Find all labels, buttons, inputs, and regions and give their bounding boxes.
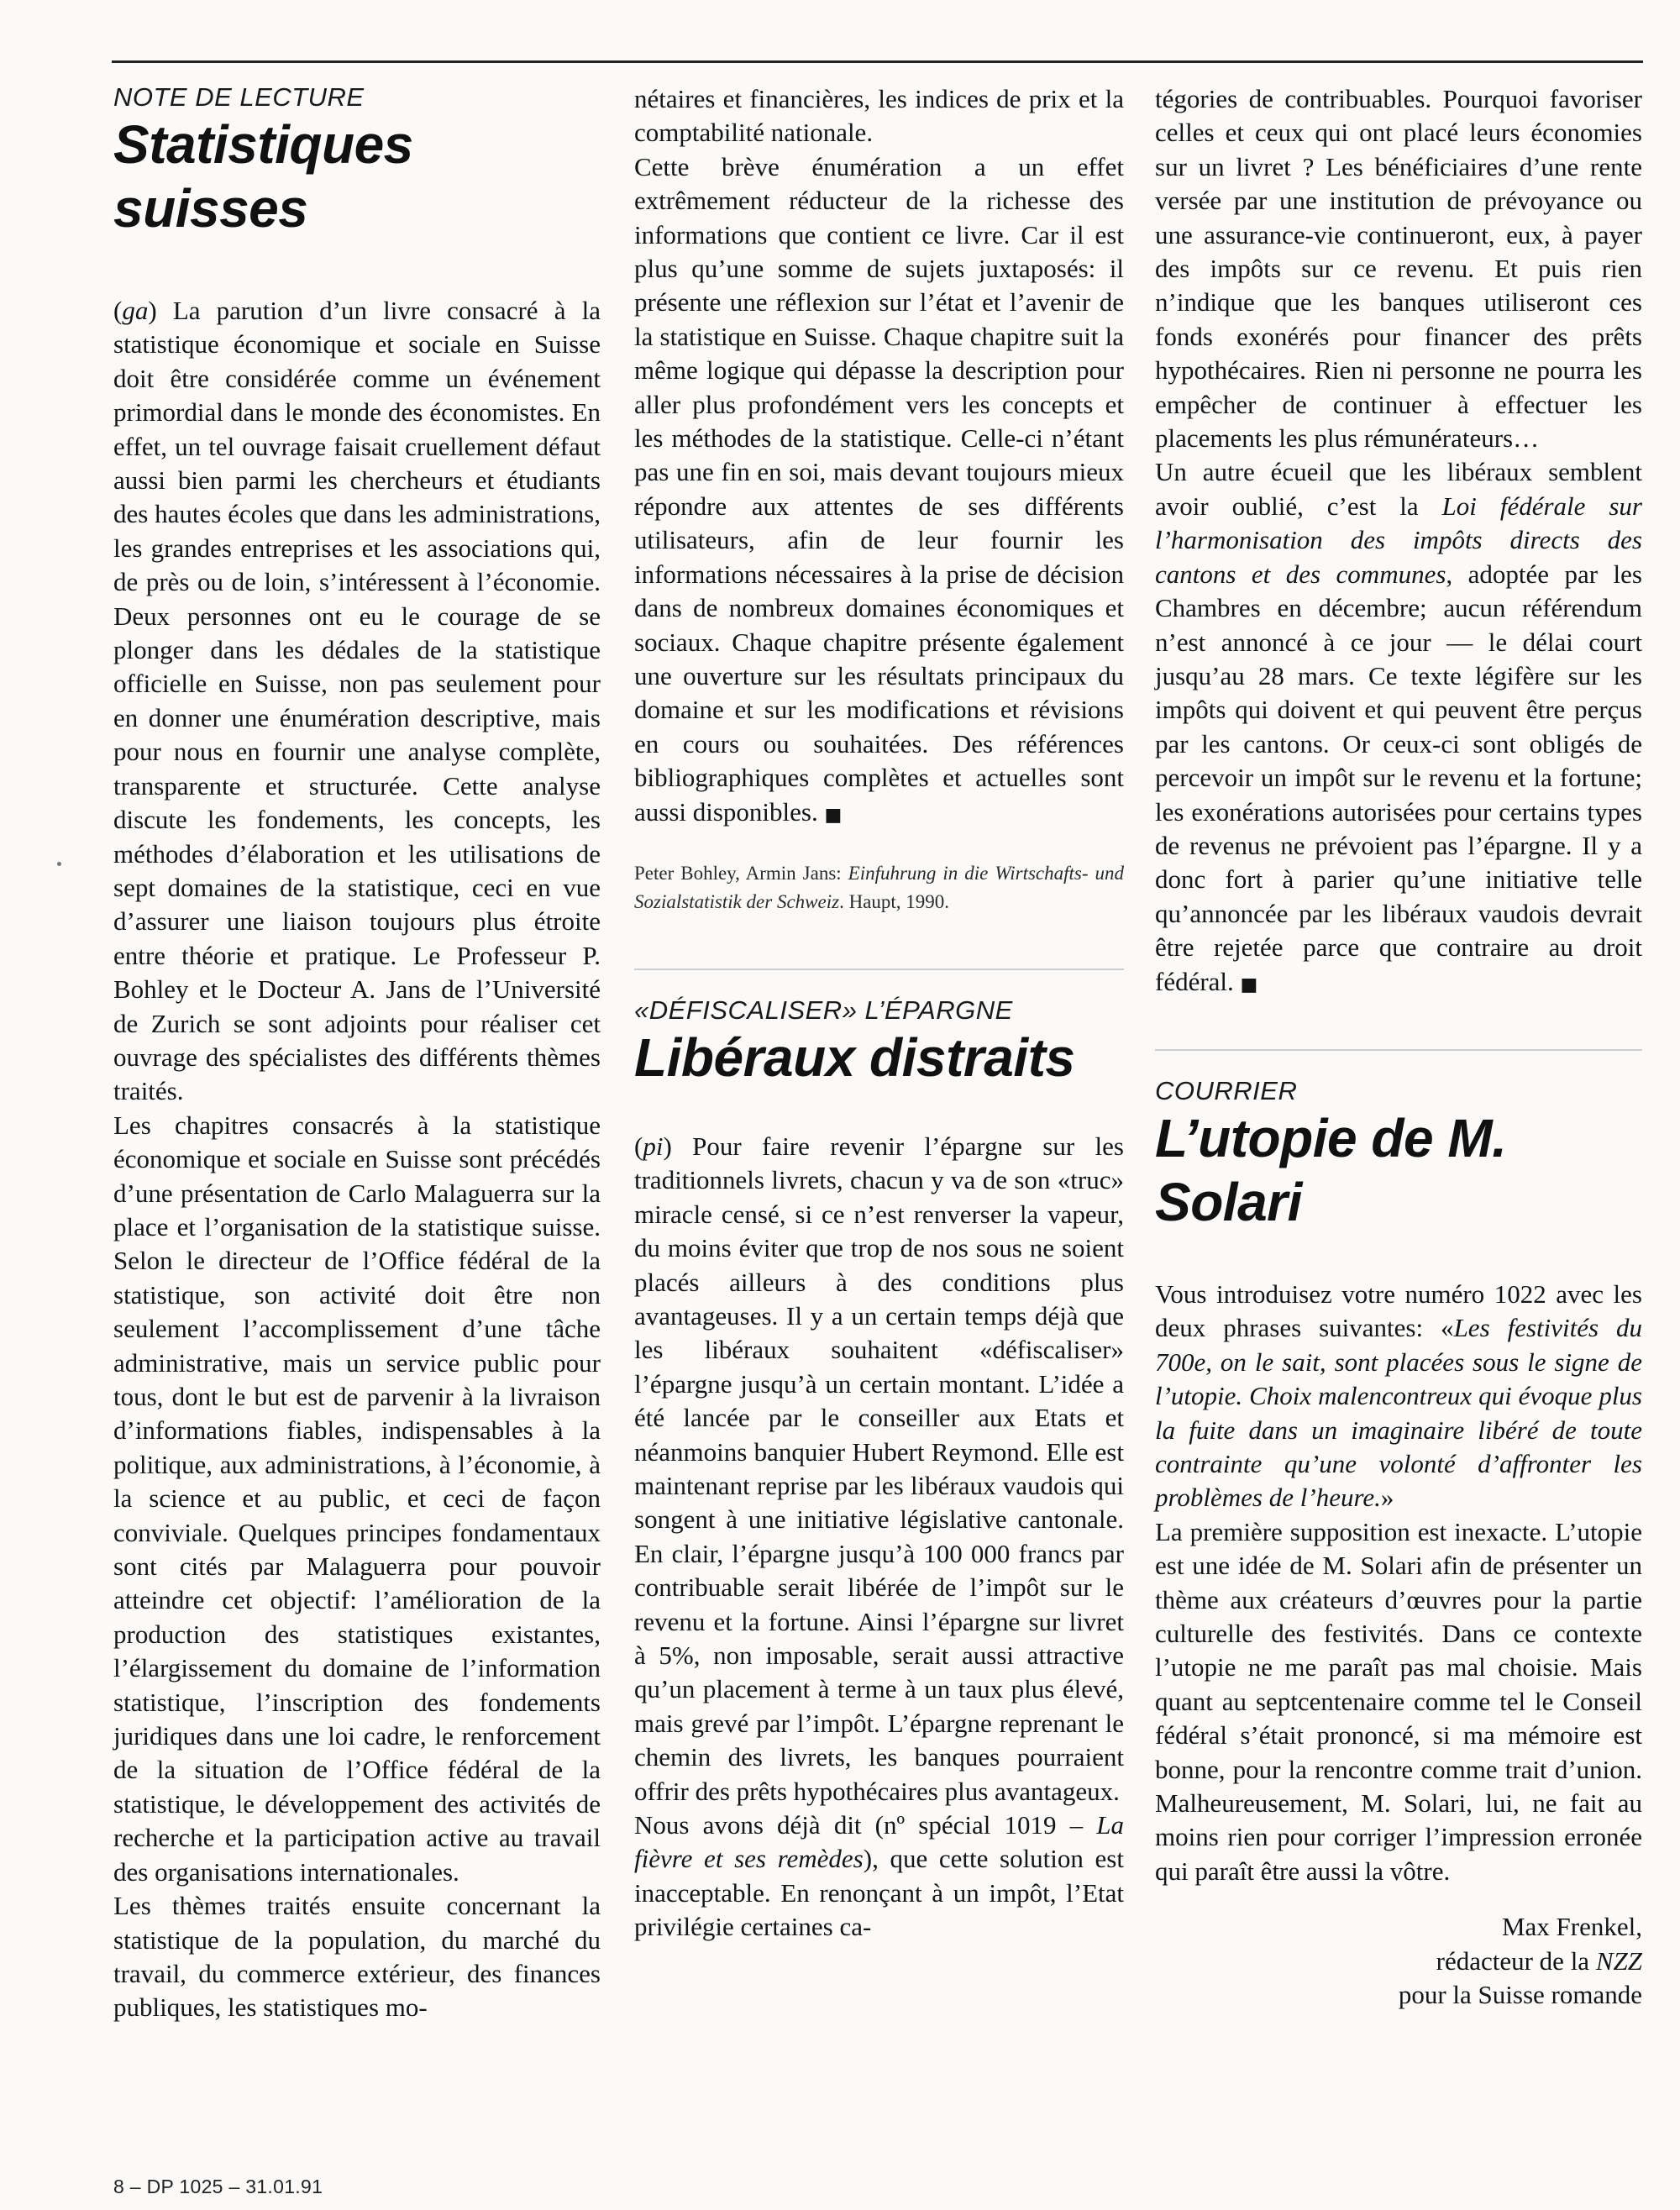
scan-speck xyxy=(57,862,61,866)
kicker-courrier: COURRIER xyxy=(1155,1075,1298,1105)
article-statistiques-body xyxy=(113,294,601,2025)
signature-newspaper: NZZ xyxy=(1595,1945,1642,1976)
article-paragraph: Nous avons déjà dit (nº spécial 1019 – La fièvre et ses remèdes), que cette solution est inacceptable. En renonçant à un impôt, l’Etat privilégie certaines ca- xyxy=(634,1810,1124,1942)
article-statistiques-continued xyxy=(634,82,1124,832)
kicker-defiscaliser: «DÉFISCALISER» L’ÉPARGNE xyxy=(634,995,1013,1025)
article-paragraph: (pi) Pour faire revenir l’épargne sur les traditionnels livrets, chacun y va de son «truc» miracle censé, si ce n’est renverser la vapeur, du moins éviter que trop de nos sous ne soient placés ailleurs à des conditions plus avantageuses. Il y a un certain temps déjà que les libéraux souhaitent «défiscaliser» l’épargne jusqu’à un certain montant. L’idée a été lancée par le conseiller aux Etats et néanmoins banquier Hubert Reymond. Elle est maintenant reprise par les libéraux vaudois qui songent à une initiative législative cantonale. En clair, l’épargne jusqu’à 100 000 francs par contribuable serait libérée de l’impôt sur le revenu et la fortune. Ainsi l’épargne sur livret à 5%, non imposable, serait aussi attractive qu’un placement à terme à un taux plus élevé, mais grevé par l’impôt. L’épargne reprenant le chemin des livrets, les banques pourraient offrir des prêts hypothécaires plus avantageux. xyxy=(634,1131,1124,1806)
signature-name: Max Frenkel, xyxy=(1501,1912,1642,1942)
letter-body xyxy=(1155,1278,1642,1888)
article-paragraph: tégories de contribuables. Pourquoi favoriser celles et ceux qui ont placé leurs économies sur un livret ? Les bénéficiaires d’une rente versée par une institution de prévoyance ou une assurance-vie continueront, eux, à payer des impôts sur ce revenu. Et puis rien n’indique que les banques utiliseront ces fonds exonérés pour financer des prêts hypothécaires. Rien ni personne ne pourra les empêcher de continuer à effectuer les placements les plus rémunérateurs… xyxy=(1155,84,1642,454)
headline-utopie-solari: L’utopie de M. Solari xyxy=(1155,1107,1507,1232)
reference-authors: Peter Bohley, Armin Jans: xyxy=(634,862,842,884)
book-reference xyxy=(634,859,1124,916)
letter-paragraph: Vous introduisez votre numéro 1022 avec les deux phrases suivantes: «Les festivités du 700e, on le sait, sont placées sous le signe de l’utopie. Choix malencontreux qui évoque plus la fuite dans un imaginaire libéré de toute contrainte qu’une volonté d’affronter les problèmes de l’heure.» xyxy=(1155,1278,1642,1513)
letter-paragraph: La première supposition est inexacte. L’utopie est une idée de M. Solari afin de présenter un thème aux créateurs d’œuvres pour la partie culturelle des festivités. Dans ce contexte l’utopie ne me paraît pas mal choisie. Mais quant au septcentenaire comme tel le Conseil fédéral s’était prononcé, si ma mémoire est bonne, pour la rencontre comme trait d’union. Malheureusement, M. Solari, lui, ne fait au moins rien pour corriger l’impression erronée qui paraît être aussi la vôtre. xyxy=(1155,1516,1642,1886)
article-paragraph: Les chapitres consacrés à la statistique économique et sociale en Suisse sont précédés d’une présentation de Carlo Malaguerra sur la place et l’organisation de la statistique suisse. Selon le directeur de l’Office fédéral de la statistique, son activité doit être non seulement l’accomplissement d’une tâche administrative, mais un service public pour tous, dont le but est de parvenir à la livraison d’informations fiables, indispensables à la politique, aux administrations, à l’économie, à la science et au public, et ceci de façon conviviale. Quelques principes fondamentaux sont cités par Malaguerra pour pouvoir atteindre cet objectif: l’amélioration de la production des statistiques existantes, l’élargissement du domaine de l’information statistique, l’inscription des fondements juridiques dans une loi cadre, le renforcement de la situation de l’Office fédéral de la statistique, le développement des activités de recherche et la participation active au travail des organisations internationales. xyxy=(113,1110,601,1887)
headline-liberaux-distraits: Libéraux distraits xyxy=(634,1026,1075,1088)
kicker-note-de-lecture: NOTE DE LECTURE xyxy=(113,82,365,112)
article-paragraph: Un autre écueil que les libéraux semblent avoir oublié, c’est la Loi fédérale sur l’harmonisation des impôts directs des cantons et des communes, adoptée par les Chambres en décembre; aucun référendum n’est annoncé à ce jour — le délai court jusqu’au 28 mars. Ce texte légifère sur les impôts qui doivent et qui peuvent être perçus par les cantons. Or ceux-ci sont obligés de percevoir un impôt sur le revenu et la fortune; les exonérations autorisées pour certains types de revenus ne prévoient pas l’épargne. Il y a donc fort à parier qu’une initiative telle qu’annoncée par les libéraux vaudois devrait être rejetée parce que contraire au droit fédéral. ■ xyxy=(1155,457,1642,996)
article-paragraph xyxy=(634,150,1124,832)
page-footer: 8 – DP 1025 – 31.01.91 xyxy=(113,2176,323,2197)
column-3 xyxy=(1155,82,1642,2013)
reference-title: Einfuhrung in die Wirtschafts- und Sozialstatistik der Schweiz xyxy=(634,862,1125,912)
section-divider xyxy=(1155,1049,1642,1051)
paragraph-text: Cette brève énumération a un effet extrêmement réducteur de la richesse des informations que contient ce livre. Car il est plus qu’une somme de sujets juxtaposés: il présente une réflexion sur l’état et l’avenir de la statistique en Suisse. Chaque chapitre suit la même logique qui dépasse la description pour aller plus profondément vers les concepts et les méthodes de la statistique. Celle-ci n’étant pas une fin en soi, mais devant toujours mieux répondre aux attentes de ses différents utilisateurs, afin de leur fournir les informations nécessaires à la prise de décision dans de nombreux domaines économiques et sociaux. Chaque chapitre présente également une ouverture sur les résultats principaux du domaine et sur les modifications et révisions en cours ou souhaitées. Des références bibliographiques complètes et actuelles sont aussi disponibles. xyxy=(634,151,1124,827)
article-paragraph: Les thèmes traités ensuite concernant la statistique de la population, du marché du travail, du commerce extérieur, des finances publiques, les statistiques mo- xyxy=(113,1891,601,2023)
article-paragraph: nétaires et financières, les indices de prix et la comptabilité nationale. xyxy=(634,84,1124,148)
signature-role xyxy=(1155,1945,1642,1978)
signature-role-prefix: rédacteur de la xyxy=(1436,1945,1596,1976)
end-of-article-mark: ■ xyxy=(824,804,843,826)
column-1 xyxy=(113,82,601,2025)
signature-region: pour la Suisse romande xyxy=(1398,1980,1642,2010)
article-liberaux-body xyxy=(634,1130,1124,1945)
reference-publisher: . Haupt, 1990. xyxy=(839,890,950,912)
article-liberaux-continued xyxy=(1155,82,1642,1002)
section-divider xyxy=(634,969,1124,970)
letter-signature xyxy=(1155,1910,1642,2012)
article-paragraph: (ga) La parution d’un livre consacré à la statistique économique et sociale en Suisse doit être considérée comme un événement primordial dans le monde des économistes. En effet, un tel ouvrage faisait cruellement défaut aussi bien parmi les chercheurs et étudiants des hautes écoles que dans les administrations, les grandes entreprises et les associations qui, de près ou de loin, s’intéressent à l’économie. Deux personnes ont eu le courage de se plonger dans les dédales de la statistique officielle en Suisse, non pas seulement pour en donner une énumération descriptive, mais pour nous en fournir une analyse complète, transparente et structurée. Cette analyse discute les fondements, les concepts, les méthodes d’élaboration et les utilisations de sept domaines de la statistique, ceci en vue d’assurer une liaison toujours plus étroite entre théorie et pratique. Le Professeur P. Bohley et le Docteur A. Jans de l’Université de Zurich se sont adjoints pour réaliser cet ouvrage des spécialistes des différents thèmes traités. xyxy=(113,296,601,1106)
headline-statistiques-suisses: Statistiques suisses xyxy=(113,114,413,239)
column-2 xyxy=(634,82,1124,1945)
top-rule xyxy=(112,60,1643,63)
